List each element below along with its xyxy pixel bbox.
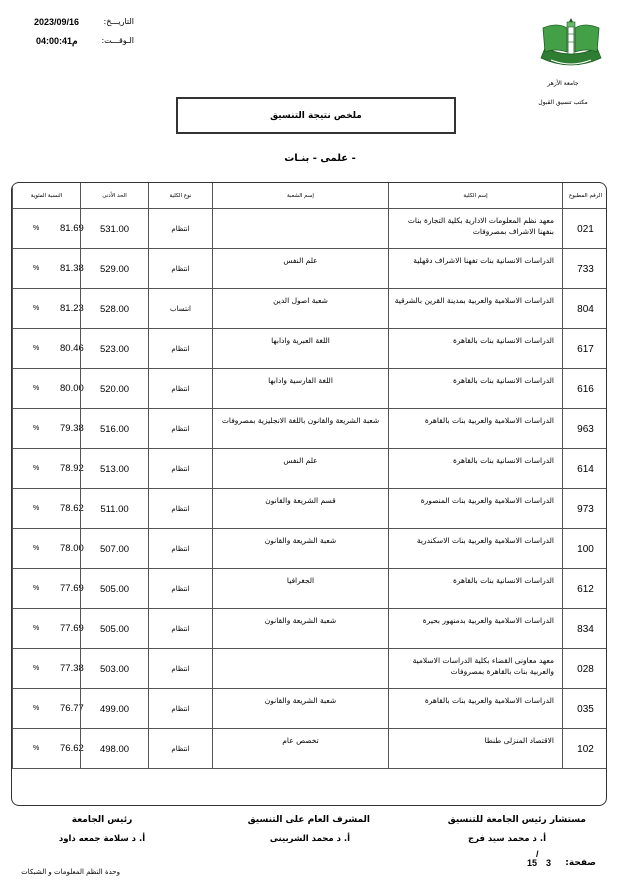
cell-min-score: 498.00 xyxy=(80,729,148,769)
table-row xyxy=(12,529,606,569)
cell-college-type: انتظام xyxy=(148,529,212,569)
pct-value: 81.38 xyxy=(60,263,84,274)
page-separator: / xyxy=(536,849,539,859)
cell-pct xyxy=(12,449,84,489)
cell-min-score: 516.00 xyxy=(80,409,148,449)
cell-pct xyxy=(12,409,84,449)
cell-pct xyxy=(12,689,84,729)
header-type: نوع الكلية xyxy=(148,183,212,209)
table-row xyxy=(12,289,606,329)
cell-college: الدراسات الاسلامية والعربية بدمنهور بحيرة xyxy=(388,609,562,649)
cell-department: شعبة الشريعة والقانون xyxy=(212,609,388,649)
cell-code: 804 xyxy=(562,289,607,329)
cell-college: الدراسات الاسلامية والعربية بنات الاسكندرية xyxy=(388,529,562,569)
table-row xyxy=(12,369,606,409)
cell-college-type: انتظام xyxy=(148,369,212,409)
cell-college-type: انتظام xyxy=(148,489,212,529)
cell-pct xyxy=(12,729,84,769)
results-table xyxy=(11,182,607,806)
page-total: 15 xyxy=(527,858,538,868)
al-azhar-emblem-icon xyxy=(537,18,605,70)
report-title: ملخص نتيجة التنسيق xyxy=(270,110,362,121)
pct-value: 77.69 xyxy=(60,583,84,594)
cell-college-type: انتظام xyxy=(148,409,212,449)
table-row xyxy=(12,729,606,769)
cell-min-score: 511.00 xyxy=(80,489,148,529)
pct-symbol: % xyxy=(33,305,40,312)
page-current: 3 xyxy=(546,858,552,868)
cell-pct xyxy=(12,569,84,609)
pct-symbol: % xyxy=(33,745,40,752)
cell-college: معهد معاونى القضاء بكلية الدراسات الاسلامية والعربية بنات بالقاهرة بمصروفات xyxy=(388,649,562,689)
cell-min-score: 520.00 xyxy=(80,369,148,409)
table-row xyxy=(12,449,606,489)
cell-code: 963 xyxy=(562,409,607,449)
pct-symbol: % xyxy=(33,625,40,632)
cell-department: شعبة الشريعة والقانون xyxy=(212,529,388,569)
table-header xyxy=(12,183,606,209)
cell-code: 100 xyxy=(562,529,607,569)
cell-college: الدراسات الانسانية بنات بالقاهرة xyxy=(388,449,562,489)
cell-college-type: انتظام xyxy=(148,689,212,729)
cell-department: الجغرافيا xyxy=(212,569,388,609)
cell-college: الدراسات الانسانية بنات بالقاهرة xyxy=(388,329,562,369)
pct-symbol: % xyxy=(33,385,40,392)
cell-department xyxy=(212,209,388,249)
cell-department: علم النفس xyxy=(212,449,388,489)
date-value: 2023/09/16 xyxy=(34,17,80,27)
pct-symbol: % xyxy=(33,225,40,232)
cell-pct xyxy=(12,649,84,689)
signature-title-general-supervisor: المشرف العام على التنسيق xyxy=(247,815,370,825)
cell-min-score: 507.00 xyxy=(80,529,148,569)
table-row xyxy=(12,609,606,649)
pct-value: 80.46 xyxy=(60,343,84,354)
cell-code: 614 xyxy=(562,449,607,489)
pct-symbol: % xyxy=(33,705,40,712)
pct-value: 76.77 xyxy=(60,703,84,714)
cell-min-score: 528.00 xyxy=(80,289,148,329)
header-pct: النسبة المئوية xyxy=(12,183,80,209)
office-name: مكتب تنسيق القبول xyxy=(538,99,588,106)
cell-min-score: 505.00 xyxy=(80,569,148,609)
signature-title-coordination-advisor: مستشار رئيس الجامعة للتنسيق xyxy=(447,815,586,825)
pct-symbol: % xyxy=(33,665,40,672)
cell-min-score: 523.00 xyxy=(80,329,148,369)
cell-college-type: انتظام xyxy=(148,209,212,249)
cell-department: اللغة الفارسية وادابها xyxy=(212,369,388,409)
cell-code: 733 xyxy=(562,249,607,289)
cell-college: الدراسات الاسلامية والعربية بنات بالقاهرة xyxy=(388,409,562,449)
cell-code: 617 xyxy=(562,329,607,369)
cell-pct xyxy=(12,329,84,369)
cell-code: 028 xyxy=(562,649,607,689)
cell-college: الاقتصاد المنزلى طنطا xyxy=(388,729,562,769)
report-subtitle: - علمى - بنـات xyxy=(284,153,356,164)
signature-name-university-president: أ. د سلامة جمعه داود xyxy=(58,834,146,844)
table-row xyxy=(12,209,606,249)
cell-min-score: 499.00 xyxy=(80,689,148,729)
cell-department xyxy=(212,649,388,689)
signature-name-general-supervisor: أ. د محمد الشربينى xyxy=(269,834,351,844)
cell-college-type: انتظام xyxy=(148,729,212,769)
cell-department: اللغة العبرية وادابها xyxy=(212,329,388,369)
university-logo xyxy=(537,18,605,70)
cell-code: 616 xyxy=(562,369,607,409)
report-title-box xyxy=(176,97,456,134)
cell-college-type: انتظام xyxy=(148,449,212,489)
cell-pct xyxy=(12,209,84,249)
page-label: صفحة: xyxy=(565,858,596,868)
cell-code: 021 xyxy=(562,209,607,249)
pct-symbol: % xyxy=(33,425,40,432)
cell-pct xyxy=(12,529,84,569)
pct-value: 81.69 xyxy=(60,223,84,234)
cell-min-score: 529.00 xyxy=(80,249,148,289)
cell-code: 973 xyxy=(562,489,607,529)
cell-college: الدراسات الاسلامية والعربية بنات المنصورة xyxy=(388,489,562,529)
cell-department: شعبة الشريعة والقانون xyxy=(212,689,388,729)
table-row xyxy=(12,649,606,689)
cell-college-type: انتظام xyxy=(148,649,212,689)
pct-value: 79.38 xyxy=(60,423,84,434)
cell-code: 035 xyxy=(562,689,607,729)
table-row xyxy=(12,409,606,449)
pct-value: 81.23 xyxy=(60,303,84,314)
pct-symbol: % xyxy=(33,585,40,592)
cell-college: الدراسات الاسلامية والعربية بمدينة القرين بالشرقية xyxy=(388,289,562,329)
pct-value: 77.69 xyxy=(60,623,84,634)
cell-department: تخصص عام xyxy=(212,729,388,769)
cell-department: علم النفس xyxy=(212,249,388,289)
cell-pct xyxy=(12,249,84,289)
cell-pct xyxy=(12,369,84,409)
cell-pct xyxy=(12,489,84,529)
pct-symbol: % xyxy=(33,545,40,552)
table-row xyxy=(12,249,606,289)
header-min: الحد الأدنى xyxy=(80,183,148,209)
pct-value: 80.00 xyxy=(60,383,84,394)
cell-college: معهد نظم المعلومات الادارية بكلية التجارة بنات بنفهنا الاشراف بمصروفات xyxy=(388,209,562,249)
time-value: 04:00:41م xyxy=(36,36,78,46)
cell-college: الدراسات الاسلامية والعربية بنات بالقاهرة xyxy=(388,689,562,729)
pct-symbol: % xyxy=(33,465,40,472)
cell-college-type: انتظام xyxy=(148,249,212,289)
cell-min-score: 503.00 xyxy=(80,649,148,689)
signature-title-university-president: رئيس الجامعة xyxy=(71,815,133,825)
cell-pct xyxy=(12,289,84,329)
university-name: جامعة الأزهر xyxy=(547,80,579,87)
cell-min-score: 531.00 xyxy=(80,209,148,249)
cell-code: 834 xyxy=(562,609,607,649)
pct-value: 76.62 xyxy=(60,743,84,754)
pct-value: 78.00 xyxy=(60,543,84,554)
table-row xyxy=(12,689,606,729)
cell-department: شعبة الشريعة والقانون باللغة الانجليزية بمصروفات xyxy=(212,409,388,449)
cell-college-type: انتساب xyxy=(148,289,212,329)
pct-symbol: % xyxy=(33,505,40,512)
pct-symbol: % xyxy=(33,345,40,352)
unit-name: وحدة النظم المعلومات و الشبكات xyxy=(21,868,120,876)
cell-min-score: 505.00 xyxy=(80,609,148,649)
cell-college: الدراسات الانسانية بنات تفهنا الاشراف دقهلية xyxy=(388,249,562,289)
cell-code: 102 xyxy=(562,729,607,769)
header-dept: إسم الشعبة xyxy=(212,183,388,209)
pct-value: 77.38 xyxy=(60,663,84,674)
cell-college-type: انتظام xyxy=(148,329,212,369)
pct-symbol: % xyxy=(33,265,40,272)
cell-college: الدراسات الانسانية بنات بالقاهرة xyxy=(388,569,562,609)
pct-value: 78.92 xyxy=(60,463,84,474)
cell-college-type: انتظام xyxy=(148,609,212,649)
signature-name-coordination-advisor: أ. د محمد سيد فرج xyxy=(467,834,546,844)
table-row xyxy=(12,569,606,609)
cell-code: 612 xyxy=(562,569,607,609)
time-label: الـوقـــت: xyxy=(101,36,134,45)
cell-college-type: انتظام xyxy=(148,569,212,609)
cell-college: الدراسات الانسانية بنات بالقاهرة xyxy=(388,369,562,409)
table-row xyxy=(12,489,606,529)
date-label: التاريـــخ: xyxy=(103,17,134,26)
cell-department: شعبة اصول الدين xyxy=(212,289,388,329)
cell-department: قسم الشريعة والقانون xyxy=(212,489,388,529)
pct-value: 78.62 xyxy=(60,503,84,514)
header-college: إسم الكلية xyxy=(388,183,562,209)
table-row xyxy=(12,329,606,369)
header-code: الرقم المطبوع xyxy=(562,183,607,209)
cell-pct xyxy=(12,609,84,649)
cell-min-score: 513.00 xyxy=(80,449,148,489)
